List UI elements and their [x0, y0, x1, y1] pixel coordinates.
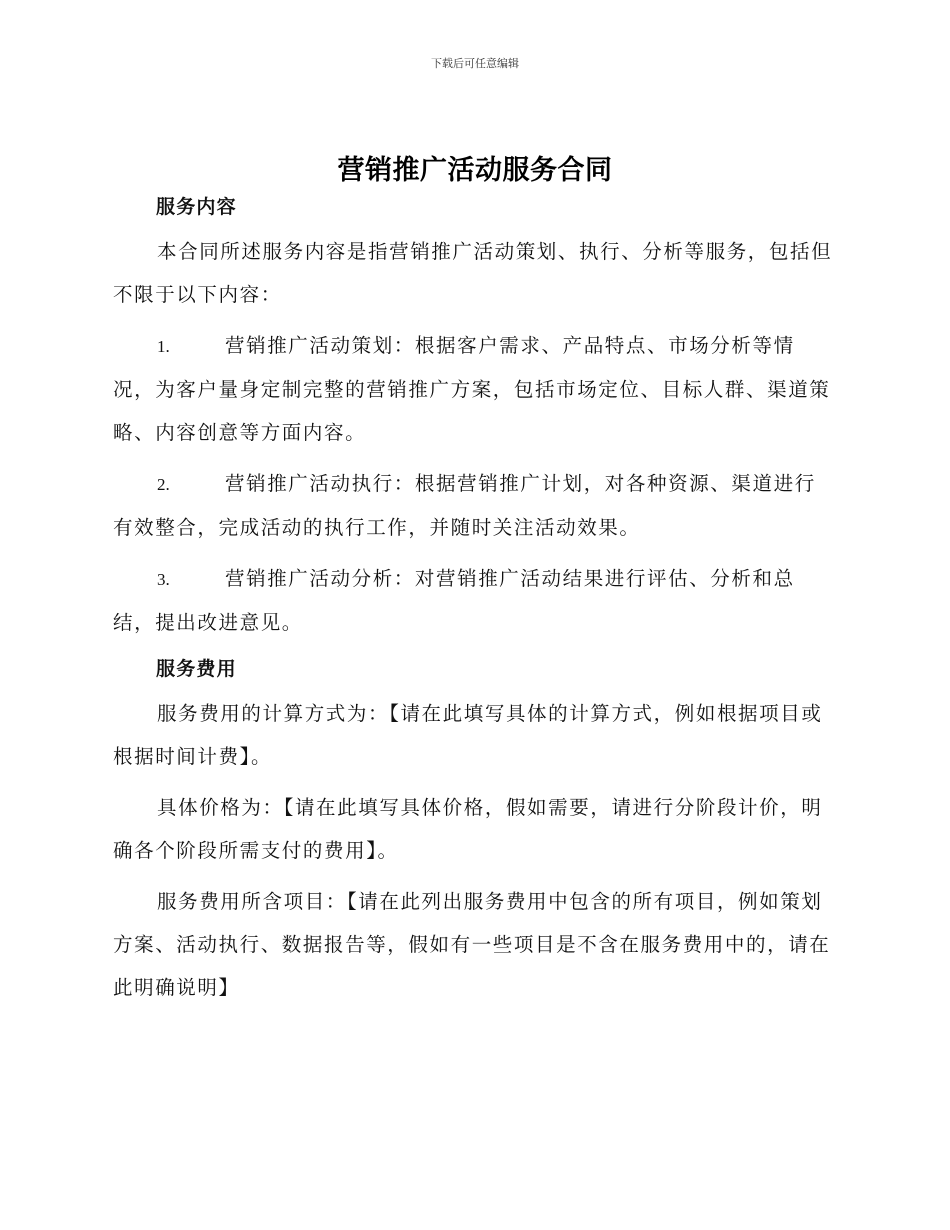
list-item-execution: [113, 462, 833, 549]
list-number: 1.: [157, 337, 170, 356]
paragraph-fee-price: 具体价格为：【请在此填写具体价格，假如需要，请进行分阶段计价，明确各个阶段所需支付的费用】。: [113, 796, 823, 862]
list-item-text: 营销推广活动执行：根据营销推广计划，对各种资源、渠道进行有效整合，完成活动的执行工作，并随时关注活动效果。: [113, 472, 816, 539]
list-item-text: 营销推广活动策划：根据客户需求、产品特点、市场分析等情况，为客户量身定制完整的营销推广方案，包括市场定位、目标人群、渠道策略、内容创意等方面内容。: [113, 334, 831, 444]
section-heading-service-fees: 服务费用: [156, 658, 237, 680]
paragraph-fee-items: 服务费用所含项目：【请在此列出服务费用中包含的所有项目，例如策划方案、活动执行、数据报告等，假如有一些项目是不含在服务费用中的，请在此明确说明】: [113, 890, 831, 999]
list-item-analysis: [113, 557, 833, 644]
list-number: 3.: [157, 570, 170, 589]
header-note: 下载后可任意编辑: [431, 57, 519, 70]
list-item-planning: [113, 324, 833, 454]
list-number: 2.: [157, 475, 170, 494]
document-body: [113, 190, 833, 1017]
document-title: 营销推广活动服务合同: [337, 155, 613, 186]
list-item-text: 营销推广活动分析：对营销推广活动结果进行评估、分析和总结，提出改进意见。: [113, 567, 795, 634]
paragraph-fee-calculation: 服务费用的计算方式为：【请在此填写具体的计算方式，例如根据项目或根据时间计费】。: [113, 702, 823, 768]
section-heading-service-content: 服务内容: [156, 196, 237, 218]
paragraph-service-intro: 本合同所述服务内容是指营销推广活动策划、执行、分析等服务，包括但不限于以下内容：: [113, 240, 833, 306]
